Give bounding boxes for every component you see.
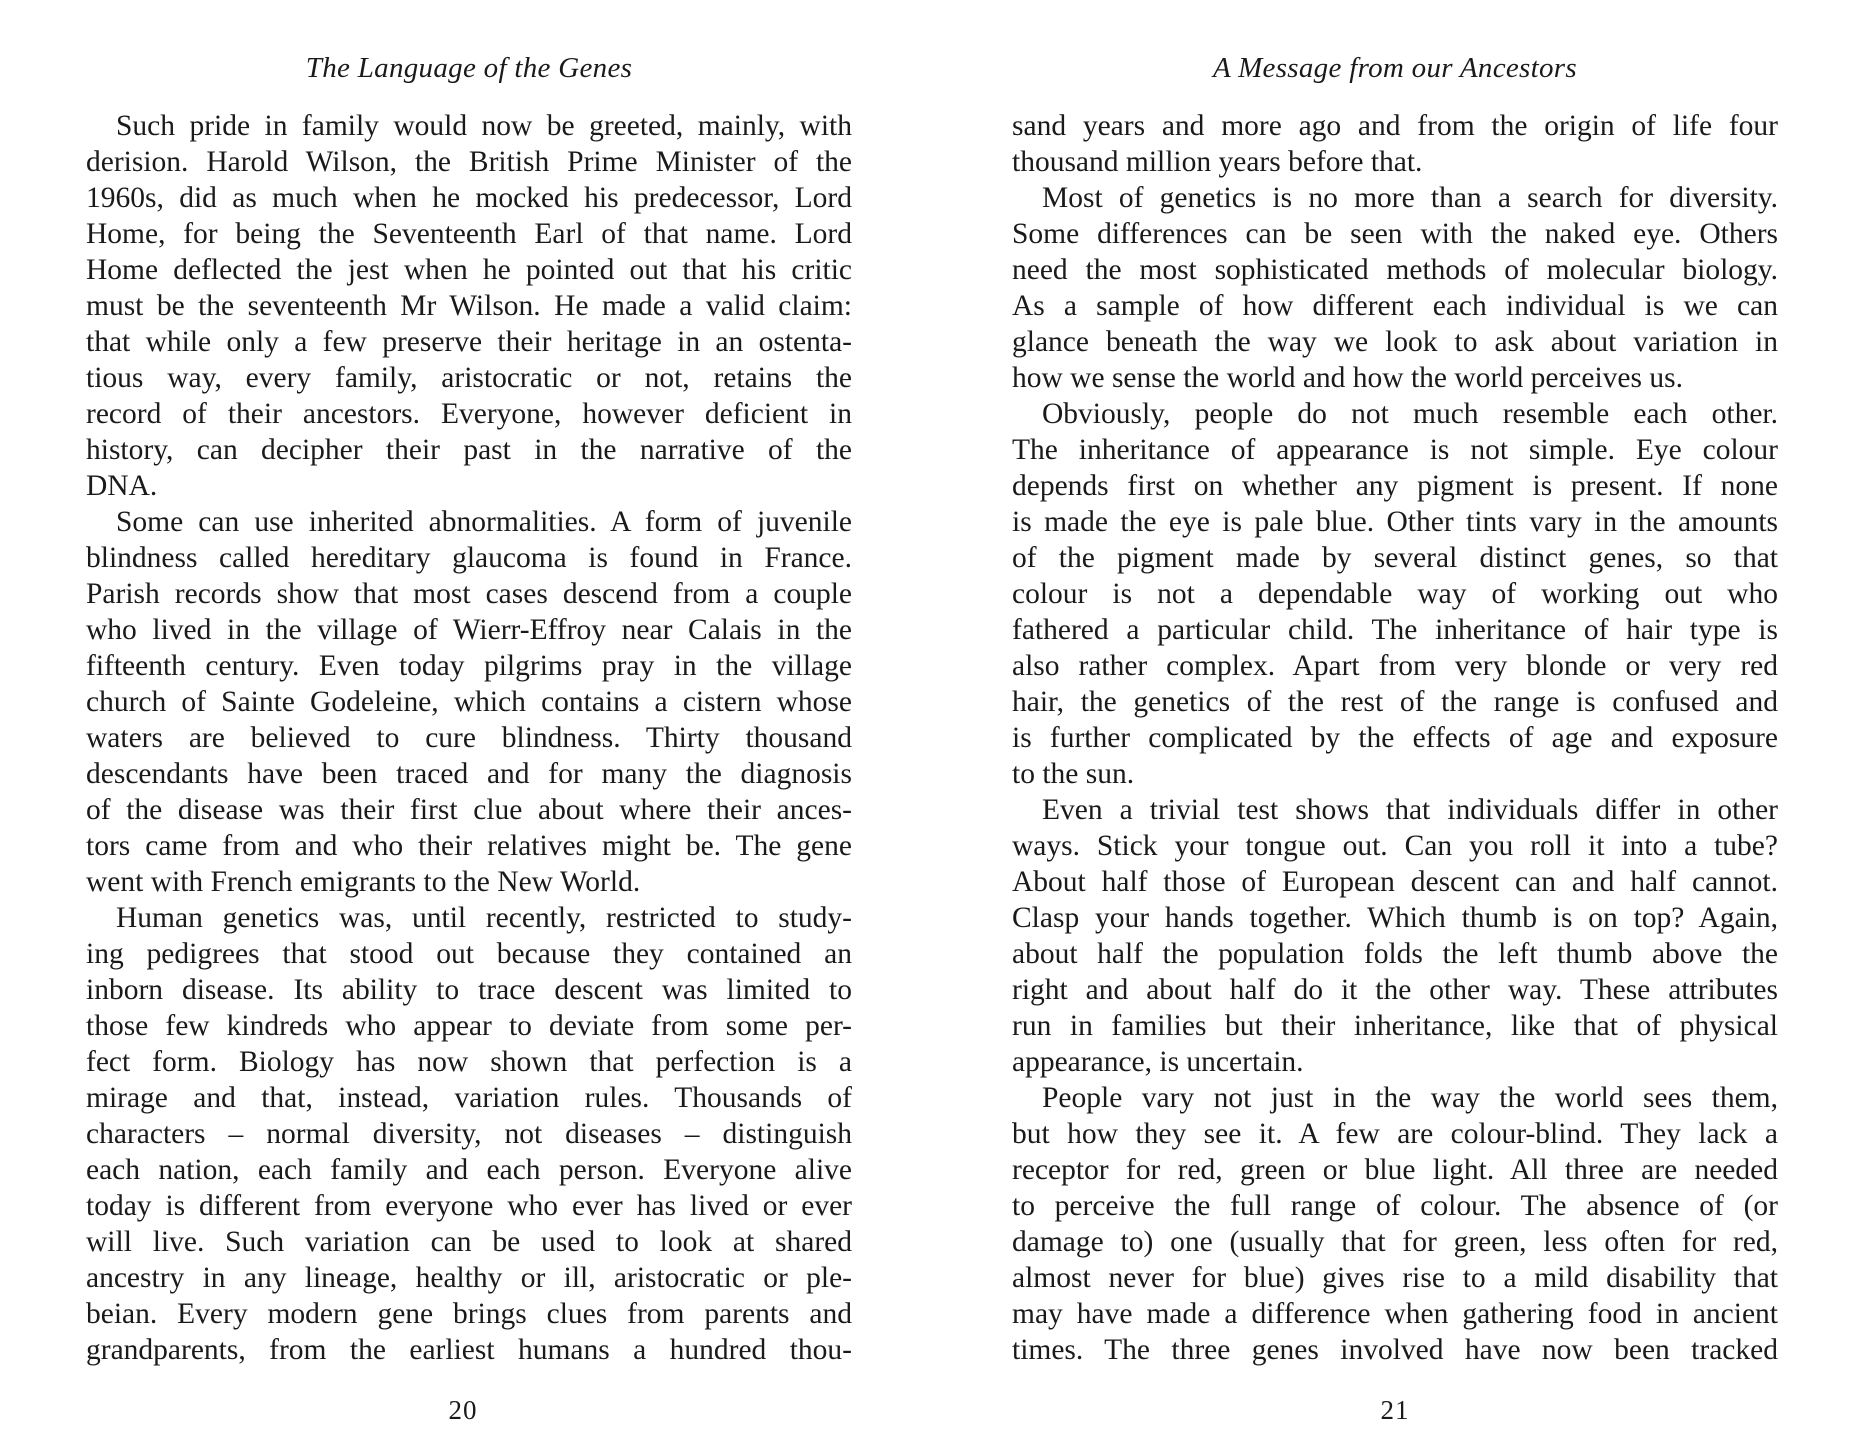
text-line: Clasp your hands together. Which thumb is on top? Again,: [1012, 902, 1778, 934]
text-line: must be the seventeenth Mr Wilson. He made a valid claim:: [86, 290, 852, 322]
right-page: [1012, 0, 1778, 1441]
text-line: People vary not just in the way the world sees them,: [1042, 1082, 1778, 1114]
text-line: will live. Such variation can be used to look at shared: [86, 1226, 852, 1258]
text-line: may have made a difference when gathering food in ancient: [1012, 1298, 1778, 1330]
text-line: today is different from everyone who ever has lived or ever: [86, 1190, 852, 1222]
text-line: Some can use inherited abnormalities. A form of juvenile: [116, 506, 852, 538]
text-line: 1960s, did as much when he mocked his predecessor, Lord: [86, 182, 852, 214]
text-line: went with French emigrants to the New World.: [86, 866, 641, 898]
text-line: to the sun.: [1012, 758, 1135, 790]
text-line: of the pigment made by several distinct genes, so that: [1012, 542, 1778, 574]
text-line: about half the population folds the left thumb above the: [1012, 938, 1778, 970]
text-line: is made the eye is pale blue. Other tints vary in the amounts: [1012, 506, 1778, 538]
text-line: DNA.: [86, 470, 158, 502]
text-line: fathered a particular child. The inheritance of hair type is: [1012, 614, 1778, 646]
text-line: characters – normal diversity, not diseases – distinguish: [86, 1118, 852, 1150]
text-line: also rather complex. Apart from very blonde or very red: [1012, 650, 1778, 682]
text-line: ing pedigrees that stood out because they contained an: [86, 938, 852, 970]
text-line: Even a trivial test shows that individuals differ in other: [1042, 794, 1778, 826]
text-line: mirage and that, instead, variation rules. Thousands of: [86, 1082, 852, 1114]
text-line: need the most sophisticated methods of molecular biology.: [1012, 254, 1778, 286]
text-line: is further complicated by the effects of age and exposure: [1012, 722, 1778, 754]
text-line: glance beneath the way we look to ask about variation in: [1012, 326, 1778, 358]
text-line: descendants have been traced and for many the diagnosis: [86, 758, 852, 790]
text-line: record of their ancestors. Everyone, however deficient in: [86, 398, 852, 430]
text-line: derision. Harold Wilson, the British Prime Minister of the: [86, 146, 852, 178]
text-line: those few kindreds who appear to deviate from some per-: [86, 1010, 852, 1042]
text-line: ancestry in any lineage, healthy or ill, aristocratic or ple-: [86, 1262, 852, 1294]
page-number: 20: [448, 1395, 478, 1425]
text-line: history, can decipher their past in the narrative of the: [86, 434, 852, 466]
text-line: blindness called hereditary glaucoma is found in France.: [86, 542, 852, 574]
text-line: times. The three genes involved have now been tracked: [1012, 1334, 1778, 1366]
text-line: to perceive the full range of colour. The absence of (or: [1012, 1190, 1778, 1222]
text-line: run in families but their inheritance, like that of physical: [1012, 1010, 1778, 1042]
text-line: Such pride in family would now be greeted, mainly, with: [116, 110, 852, 142]
text-line: Home deflected the jest when he pointed out that his critic: [86, 254, 852, 286]
text-line: grandparents, from the earliest humans a hundred thou-: [86, 1334, 852, 1366]
text-line: beian. Every modern gene brings clues from parents and: [86, 1298, 852, 1330]
text-line: church of Sainte Godeleine, which contains a cistern whose: [86, 686, 852, 718]
text-line: colour is not a dependable way of working out who: [1012, 578, 1778, 610]
running-head: A Message from our Ancestors: [1213, 52, 1577, 84]
text-line: Most of genetics is no more than a search for diversity.: [1042, 182, 1778, 214]
text-line: of the disease was their first clue about where their ances-: [86, 794, 852, 826]
text-line: ways. Stick your tongue out. Can you roll it into a tube?: [1012, 830, 1778, 862]
text-line: damage to) one (usually that for green, less often for red,: [1012, 1226, 1778, 1258]
text-line: but how they see it. A few are colour-blind. They lack a: [1012, 1118, 1778, 1150]
text-line: sand years and more ago and from the origin of life four: [1012, 110, 1778, 142]
running-head: The Language of the Genes: [305, 52, 633, 84]
left-page: [86, 0, 852, 1441]
text-line: depends first on whether any pigment is present. If none: [1012, 470, 1778, 502]
text-line: tious way, every family, aristocratic or not, retains the: [86, 362, 852, 394]
text-line: tors came from and who their relatives might be. The gene: [86, 830, 852, 862]
page-number: 21: [1380, 1395, 1410, 1425]
text-line: Parish records show that most cases descend from a couple: [86, 578, 852, 610]
text-line: About half those of European descent can and half cannot.: [1012, 866, 1778, 898]
body-text: [1012, 108, 1778, 1368]
text-line: Human genetics was, until recently, restricted to study-: [116, 902, 852, 934]
text-line: waters are believed to cure blindness. Thirty thousand: [86, 722, 852, 754]
text-line: fect form. Biology has now shown that perfection is a: [86, 1046, 852, 1078]
text-line: each nation, each family and each person. Everyone alive: [86, 1154, 852, 1186]
text-line: hair, the genetics of the rest of the range is confused and: [1012, 686, 1778, 718]
text-line: Obviously, people do not much resemble each other.: [1042, 398, 1778, 430]
text-line: right and about half do it the other way. These attributes: [1012, 974, 1778, 1006]
text-line: As a sample of how different each individual is we can: [1012, 290, 1778, 322]
text-line: who lived in the village of Wierr-Effroy near Calais in the: [86, 614, 852, 646]
text-line: appearance, is uncertain.: [1012, 1046, 1304, 1078]
body-text: [86, 108, 852, 1368]
text-line: The inheritance of appearance is not simple. Eye colour: [1012, 434, 1778, 466]
text-line: almost never for blue) gives rise to a mild disability that: [1012, 1262, 1778, 1294]
text-line: inborn disease. Its ability to trace descent was limited to: [86, 974, 852, 1006]
text-line: receptor for red, green or blue light. All three are needed: [1012, 1154, 1778, 1186]
text-line: how we sense the world and how the world perceives us.: [1012, 362, 1683, 394]
text-line: fifteenth century. Even today pilgrims pray in the village: [86, 650, 852, 682]
text-line: Some differences can be seen with the naked eye. Others: [1012, 218, 1778, 250]
text-line: thousand million years before that.: [1012, 146, 1423, 178]
text-line: Home, for being the Seventeenth Earl of that name. Lord: [86, 218, 852, 250]
text-line: that while only a few preserve their heritage in an ostenta-: [86, 326, 852, 358]
